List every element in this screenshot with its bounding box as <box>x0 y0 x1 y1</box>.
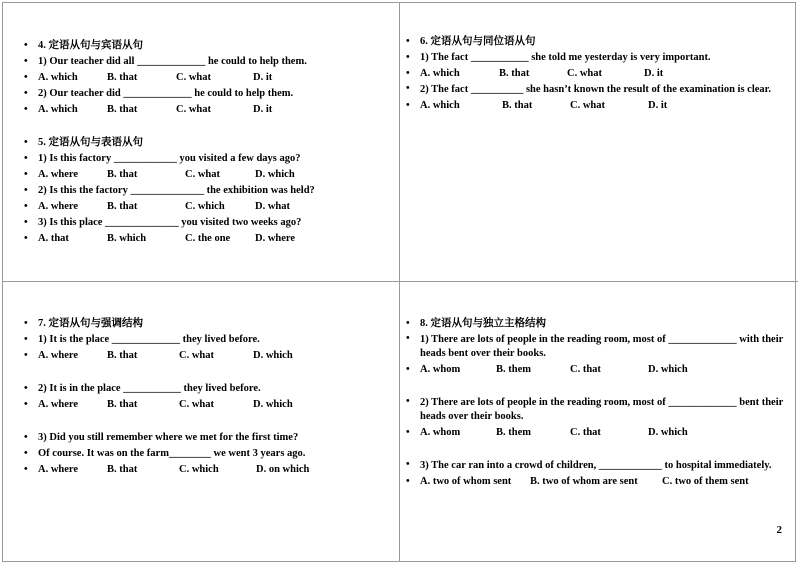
option: A. whom <box>420 427 461 438</box>
options-row: • A. two of whom sent B. two of whom are sent C. two of them sent <box>404 474 786 490</box>
option: B. that <box>107 201 138 212</box>
question-text: • 2) Our teacher did _____________ he could to help them. <box>24 88 294 99</box>
option: C. what <box>176 104 212 115</box>
option: C. that <box>570 427 601 438</box>
panel-top-right <box>404 34 784 114</box>
panel-bottom-right <box>404 316 786 490</box>
section-heading: • 4. 定语从句与宾语从句 <box>24 40 143 51</box>
options-row: • A. where B. that C. which D. what <box>22 199 392 215</box>
option: C. what <box>567 68 603 79</box>
option: D. it <box>253 104 273 115</box>
option: C. what <box>185 169 221 180</box>
option: A. which <box>38 104 78 115</box>
options-row: • A. which B. that C. what D. it <box>22 70 392 86</box>
option: A. where <box>38 169 79 180</box>
option: A. that <box>38 233 69 244</box>
options-row: • A. where B. that C. what D. which <box>22 348 392 364</box>
option: C. that <box>570 364 601 375</box>
option: B. that <box>107 350 138 361</box>
section-heading: • 6. 定语从句与同位语从句 <box>406 36 536 47</box>
option: D. which <box>253 399 293 410</box>
option: A. where <box>38 350 79 361</box>
option: C. which <box>179 464 219 475</box>
question-text: • 1) It is the place _____________ they lived before. <box>24 334 260 345</box>
option: B. that <box>107 464 138 475</box>
option: D. it <box>253 72 273 83</box>
question-text: • 2) There are lots of people in the reading room, most of _____________ bent their heads over their books. <box>406 396 784 422</box>
option: A. which <box>38 72 78 83</box>
option: B. them <box>496 427 531 438</box>
vertical-divider <box>399 2 400 562</box>
option: D. which <box>648 427 688 438</box>
question-text: • 3) Is this place ______________ you visited two weeks ago? <box>24 217 302 228</box>
question-text: • 2) It is in the place ___________ they lived before. <box>24 383 261 394</box>
question-text: • 1) Our teacher did all _____________ he could to help them. <box>24 56 307 67</box>
options-row: • A. which B. that C. what D. it <box>404 66 784 82</box>
question-text: • 2) Is this the factory ______________ the exhibition was held? <box>24 185 315 196</box>
option: C. what <box>179 399 215 410</box>
option: C. what <box>570 100 606 111</box>
options-row: • A. whom B. them C. that D. which <box>404 425 786 441</box>
option: B. that <box>499 68 530 79</box>
options-row: • A. which B. that C. what D. it <box>404 98 784 114</box>
section-heading: • 7. 定语从句与强调结构 <box>24 318 143 329</box>
option: A. where <box>38 201 79 212</box>
options-row: • A. that B. which C. the one D. where <box>22 231 392 247</box>
option: D. on which <box>256 464 310 475</box>
option: C. two of them sent <box>662 476 749 487</box>
option: A. whom <box>420 364 461 375</box>
question-text: • Of course. It was on the farm________ we went 3 years ago. <box>24 448 306 459</box>
options-row: • A. where B. that C. what D. which <box>22 397 392 413</box>
question-text: • 2) The fact __________ she hasn’t known the result of the examination is clear. <box>406 83 771 95</box>
page-number: 2 <box>776 524 782 536</box>
option: A. which <box>420 68 460 79</box>
panel-top-left <box>22 38 392 247</box>
option: D. it <box>644 68 664 79</box>
option: A. where <box>38 399 79 410</box>
option: D. which <box>648 364 688 375</box>
question-text: • 1) There are lots of people in the reading room, most of _____________ with their heads bent over their books. <box>406 333 784 359</box>
question-text: • 3) Did you still remember where we met for the first time? <box>24 432 299 443</box>
option: B. which <box>107 233 147 244</box>
option: B. that <box>502 100 533 111</box>
option: D. which <box>255 169 295 180</box>
options-row: • A. which B. that C. what D. it <box>22 102 392 118</box>
option: A. two of whom sent <box>420 476 512 487</box>
options-row: • A. where B. that C. which D. on which <box>22 462 392 478</box>
section-heading: • 8. 定语从句与独立主格结构 <box>406 318 546 329</box>
question-text: • 1) Is this factory ____________ you visited a few days ago? <box>24 153 301 164</box>
option: C. which <box>185 201 225 212</box>
option: B. that <box>107 399 138 410</box>
option: C. what <box>176 72 212 83</box>
option: A. which <box>420 100 460 111</box>
option: B. them <box>496 364 531 375</box>
option: C. what <box>179 350 215 361</box>
option: D. which <box>253 350 293 361</box>
option: C. the one <box>185 233 231 244</box>
option: D. what <box>255 201 291 212</box>
options-row: • A. whom B. them C. that D. which <box>404 362 786 378</box>
question-text: • 3) The car ran into a crowd of children, ____________ to hospital immediately. <box>406 459 772 471</box>
horizontal-divider <box>2 281 798 282</box>
section-heading: • 5. 定语从句与表语从句 <box>24 137 143 148</box>
option: B. that <box>107 104 138 115</box>
option: A. where <box>38 464 79 475</box>
option: D. it <box>648 100 668 111</box>
option: B. that <box>107 72 138 83</box>
option: D. where <box>255 233 296 244</box>
options-row: • A. where B. that C. what D. which <box>22 167 392 183</box>
question-text: • 1) The fact ___________ she told me yesterday is very important. <box>406 52 711 63</box>
panel-bottom-left <box>22 316 392 478</box>
option: B. two of whom are sent <box>530 476 638 487</box>
option: B. that <box>107 169 138 180</box>
